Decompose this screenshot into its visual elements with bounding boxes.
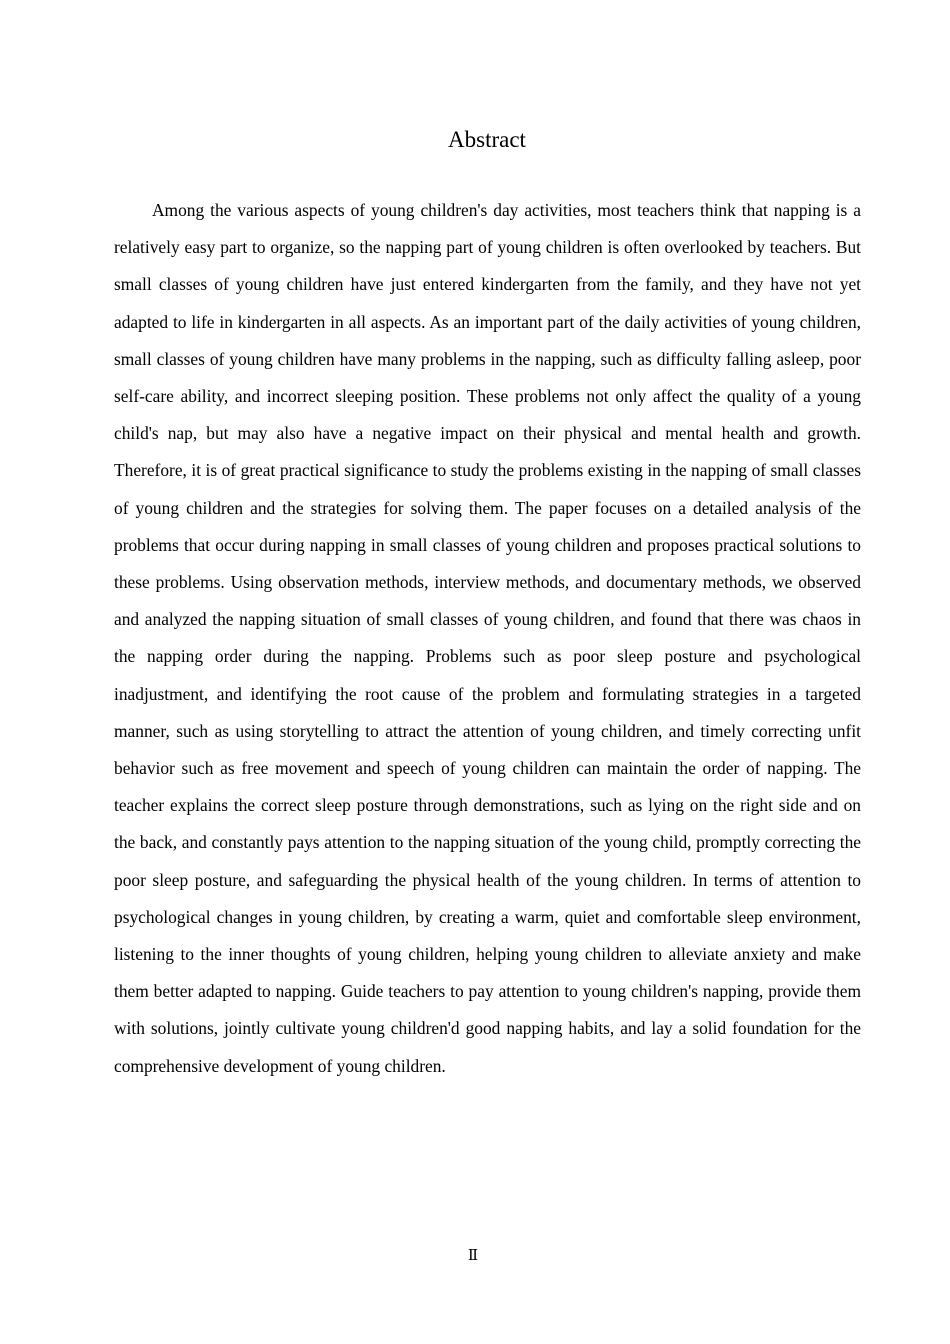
page-number: Ⅱ [467, 1248, 479, 1264]
page-title: Abstract [448, 127, 526, 152]
abstract-paragraph: Among the various aspects of young children's day activities, most teachers think that napping is a relatively easy part to organize, so the napping part of young children is often overlooked by teachers. But small classes of young children have just entered kindergarten from the family, and they have not yet adapted to life in kindergarten in all aspects. As an important part of the daily activities of young children, small classes of young children have many problems in the napping, such as difficulty falling asleep, poor self-care ability, and incorrect sleeping position. These problems not only affect the quality of a young child's nap, but may also have a negative impact on their physical and mental health and growth. Therefore, it is of great practical significance to study the problems existing in the napping of small classes of young children and the strategies for solving them. The paper focuses on a detailed analysis of the problems that occur during napping in small classes of young children and proposes practical solutions to these problems. Using observation methods, interview methods, and documentary methods, we observed and analyzed the napping situation of small classes of young children, and found that there was chaos in the napping order during the napping. Problems such as poor sleep posture and psychological inadjustment, and identifying the root cause of the problem and formulating strategies in a targeted manner, such as using storytelling to attract the attention of young children, and timely correcting unfit behavior such as free movement and speech of young children can maintain the order of napping. The teacher explains the correct sleep posture through demonstrations, such as lying on the right side and on the back, and constantly pays attention to the napping situation of the young child, promptly correcting the poor sleep posture, and safeguarding the physical health of the young children. In terms of attention to psychological changes in young children, by creating a warm, quiet and comfortable sleep environment, listening to the inner thoughts of young children, helping young children to alleviate anxiety and make them better adapted to napping. Guide teachers to pay attention to young children's napping, provide them with solutions, jointly cultivate young children'd good napping habits, and lay a solid foundation for the comprehensive development of young children. [114, 200, 861, 1076]
